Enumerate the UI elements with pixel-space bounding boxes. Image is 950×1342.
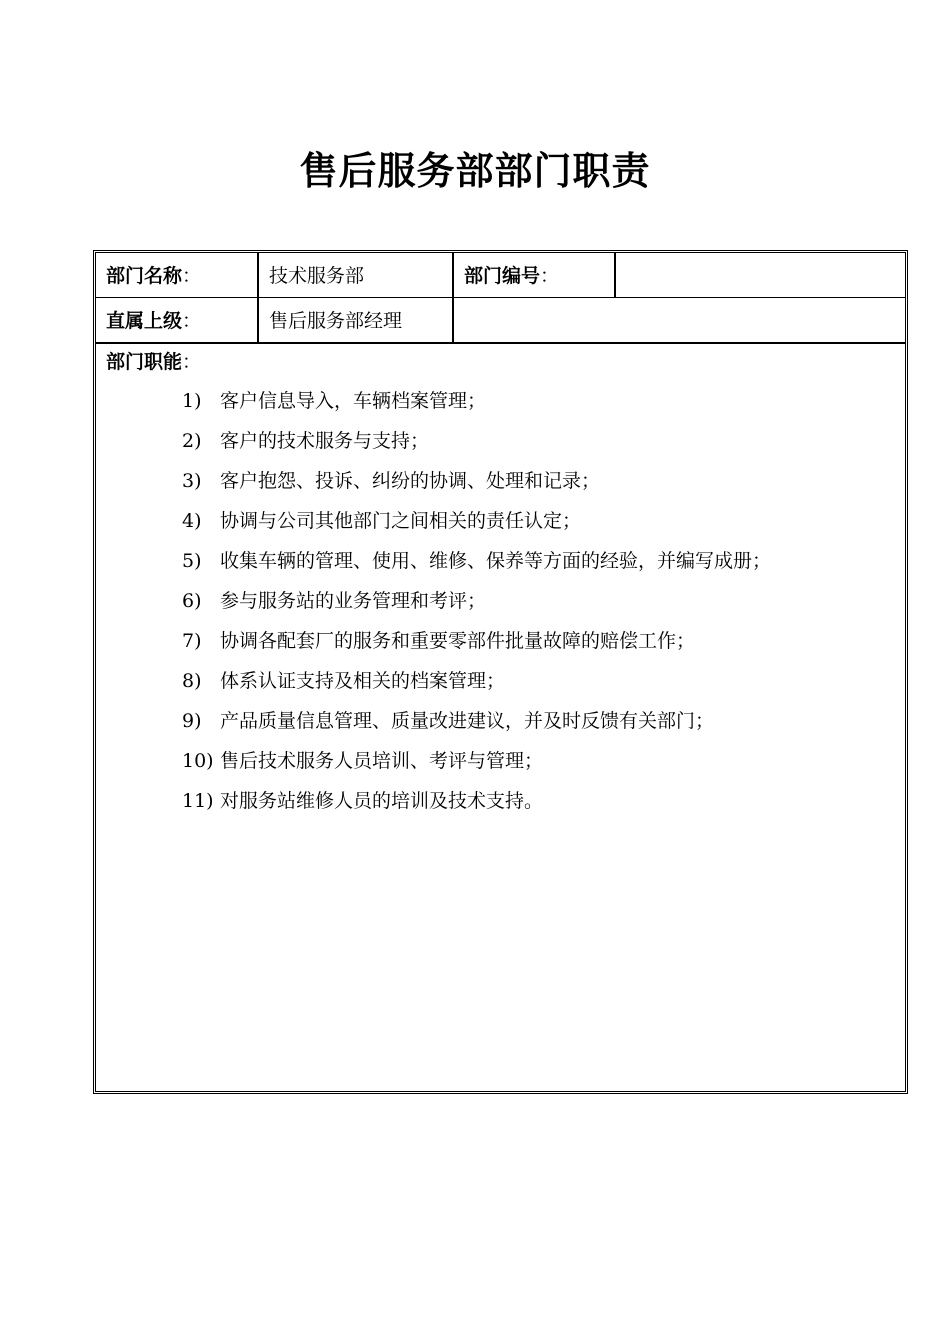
functions-label: 部门职能： xyxy=(106,351,202,373)
dept-code-label: 部门编号： xyxy=(454,253,616,297)
table-row-superior xyxy=(96,298,905,344)
list-item: 2) 客户的技术服务与支持； xyxy=(182,430,430,452)
list-item: 5) 收集车辆的管理、使用、维修、保养等方面的经验，并编写成册； xyxy=(182,550,772,572)
department-table xyxy=(93,250,908,1094)
duties-list xyxy=(182,381,771,821)
superior-label: 直属上级： xyxy=(96,298,259,342)
list-item: 7) 协调各配套厂的服务和重要零部件批量故障的赔偿工作； xyxy=(182,630,696,652)
list-item: 1) 客户信息导入，车辆档案管理； xyxy=(182,390,487,412)
dept-code-value xyxy=(616,253,905,297)
superior-empty-cell xyxy=(454,298,905,342)
page-title: 售后服务部部门职责 xyxy=(299,148,651,193)
superior-value: 售后服务部经理 xyxy=(259,298,454,342)
list-item: 11) 对服务站维修人员的培训及技术支持。 xyxy=(182,790,544,812)
list-item: 3) 客户抱怨、投诉、纠纷的协调、处理和记录； xyxy=(182,470,601,492)
list-item: 6) 参与服务站的业务管理和考评； xyxy=(182,590,487,612)
list-item: 9) 产品质量信息管理、质量改进建议，并及时反馈有关部门； xyxy=(182,710,715,732)
list-item: 10) 售后技术服务人员培训、考评与管理； xyxy=(182,750,544,772)
table-row-department xyxy=(96,253,905,298)
dept-name-value: 技术服务部 xyxy=(259,253,454,297)
list-item: 4) 协调与公司其他部门之间相关的责任认定； xyxy=(182,510,582,532)
dept-name-label: 部门名称： xyxy=(96,253,259,297)
list-item: 8) 体系认证支持及相关的档案管理； xyxy=(182,670,506,692)
